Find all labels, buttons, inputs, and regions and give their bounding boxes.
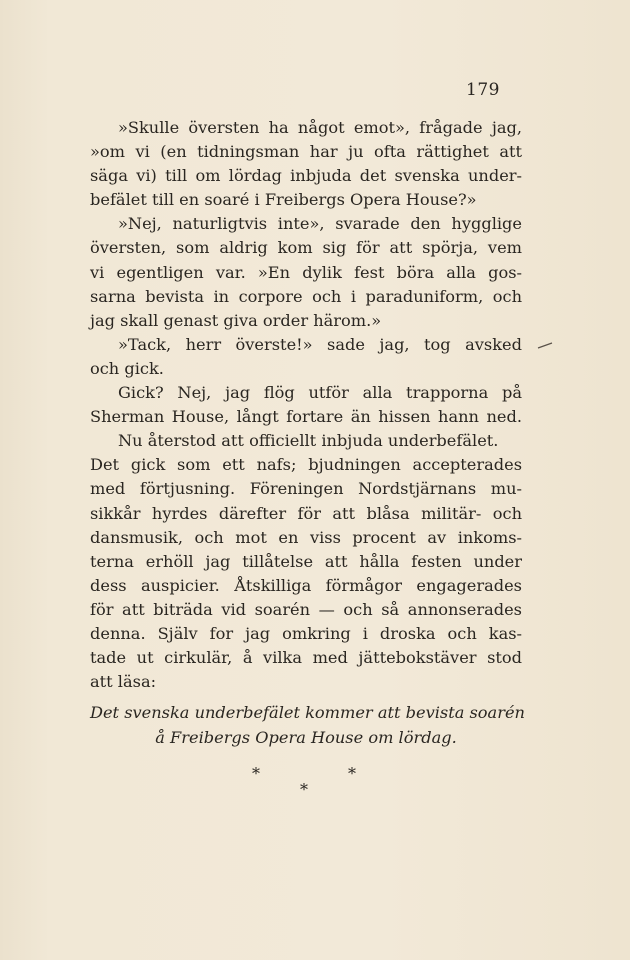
text-line: vi egentligen var. »En dylik fest böra alla gos-	[90, 262, 522, 282]
text-line: Det gick som ett nafs; bjudningen accepterades	[90, 455, 522, 475]
text-line: befälet till en soaré i Freibergs Opera House?»	[90, 190, 477, 210]
asterism-ornament	[240, 764, 372, 804]
announcement-line: Det svenska underbefälet kommer att bevista soarén	[90, 703, 525, 722]
asterisk-mark: *	[252, 764, 260, 783]
text-line: säga vi) till om lördag inbjuda det svenska under-	[90, 166, 522, 186]
text-line: tade ut cirkulär, å vilka med jättebokstäver stod	[90, 648, 522, 668]
text-line: Gick? Nej, jag flög utför alla trapporna på	[118, 383, 522, 403]
page-number: 179	[466, 80, 500, 100]
text-line: med förtjusning. Föreningen Nordstjärnans mu-	[90, 479, 522, 499]
text-line: Sherman House, långt fortare än hissen hann ned.	[90, 407, 522, 427]
text-line: »Skulle översten ha något emot», frågade jag,	[118, 118, 522, 137]
pencil-mark-icon	[536, 340, 556, 350]
text-line: »Nej, naturligtvis inte», svarade den hygglige	[118, 214, 522, 234]
text-line: terna erhöll jag tillåtelse att hålla festen under	[90, 551, 522, 571]
text-line: sarna bevista in corpore och i paraduniform, och	[90, 286, 522, 306]
text-line: dess auspicier. Åtskilliga förmågor engagerades	[90, 575, 522, 595]
announcement	[90, 700, 525, 750]
text-line: denna. Själv for jag omkring i droska och kas-	[90, 623, 522, 643]
text-line: för att biträda vid soarén — och så annonserades	[90, 599, 522, 619]
text-line: »om vi (en tidningsman har ju ofta rättighet att	[90, 142, 522, 162]
body-text	[90, 116, 522, 694]
text-line: »Tack, herr överste!» sade jag, tog avsked	[118, 334, 522, 354]
text-line: Nu återstod att officiellt inbjuda underbefälet.	[118, 431, 499, 451]
asterisk-mark: *	[348, 764, 356, 783]
announcement-line: å Freibergs Opera House om lördag.	[155, 728, 457, 747]
text-line: och gick.	[90, 358, 164, 378]
text-line: att läsa:	[90, 672, 157, 692]
text-line: översten, som aldrig kom sig för att spörja, vem	[90, 238, 522, 258]
asterisk-mark: *	[300, 780, 308, 799]
text-line: jag skall genast giva order härom.»	[90, 310, 382, 330]
text-line: dansmusik, och mot en viss procent av inkoms-	[90, 527, 522, 547]
text-line: sikkår hyrdes därefter för att blåsa militär- och	[90, 503, 522, 523]
